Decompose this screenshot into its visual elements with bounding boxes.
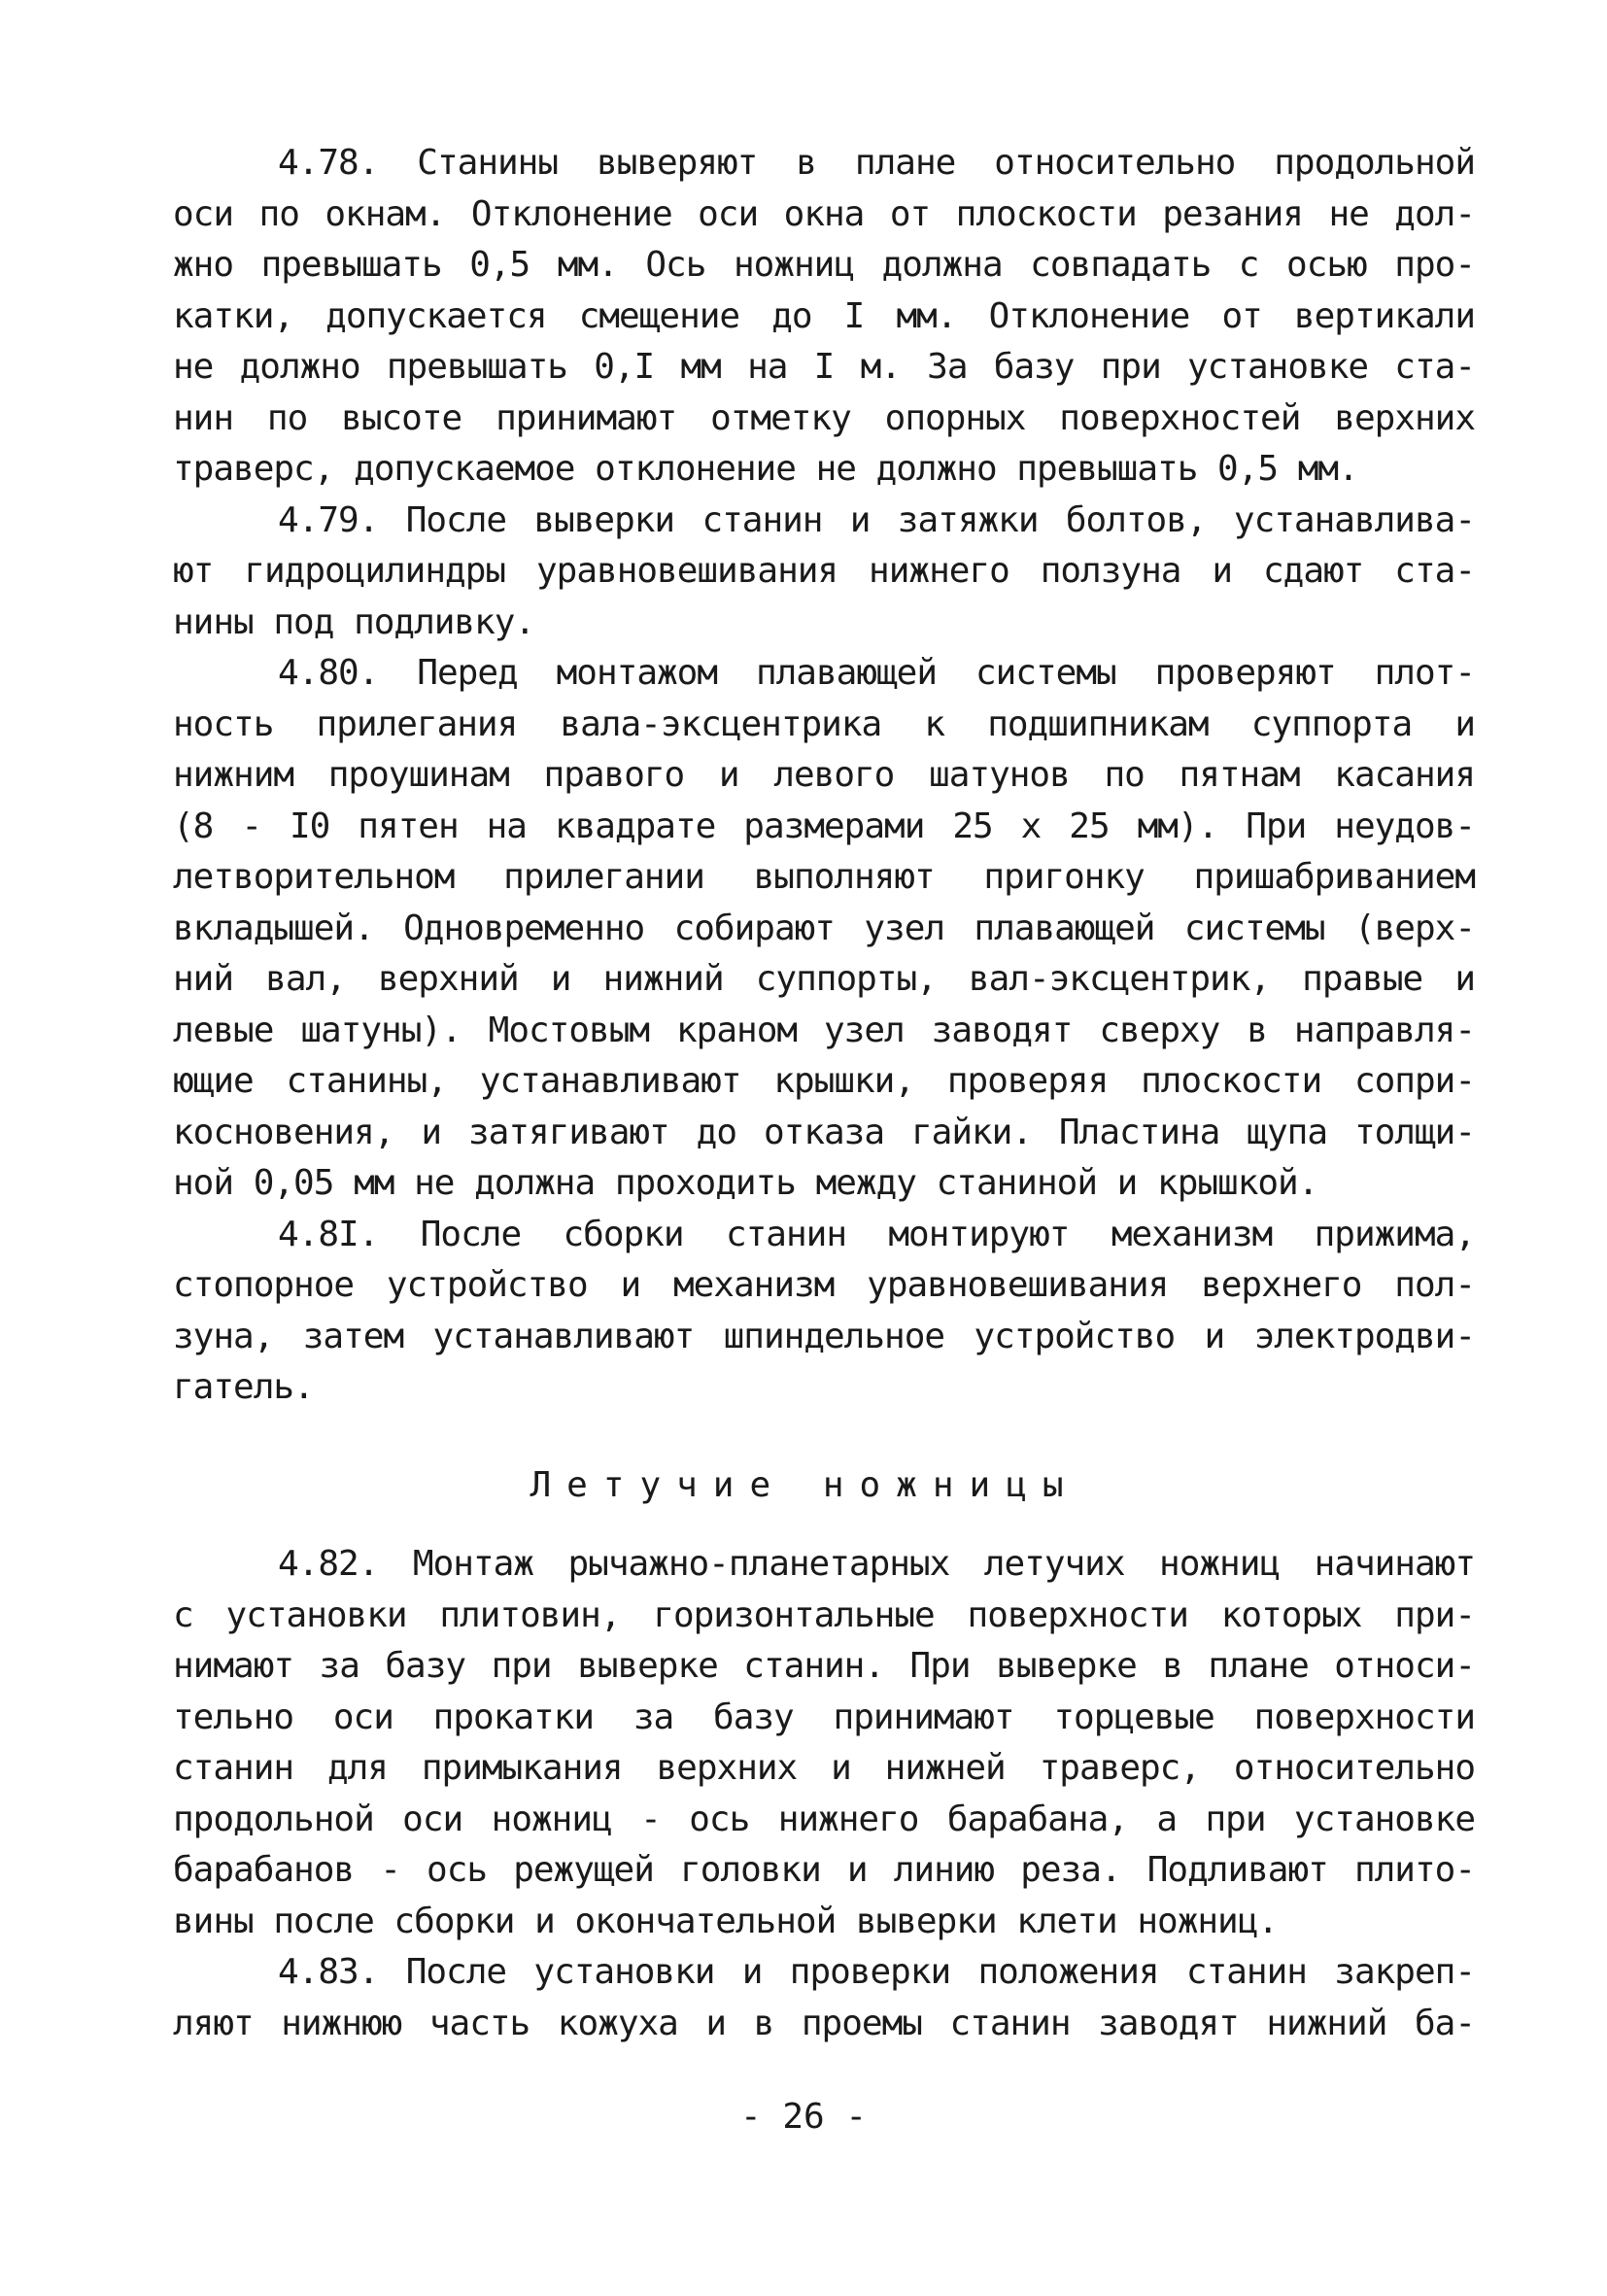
text-line: гатель. [173,1367,314,1407]
text-line: тельно оси прокатки за базу принимают торцевые поверхности [173,1696,1475,1737]
text-line: вины после сборки и окончательной выверки клети ножниц. [173,1901,1279,1941]
text-block-bottom [173,1539,1475,2049]
text-line: ной 0,05 мм не должна проходить между станиной и крышкой. [173,1163,1318,1203]
text-line: ющие станины, устанавливают крышки, проверяя плоскости сопри- [173,1061,1475,1101]
text-line: ний вал, верхний и нижний суппорты, вал-эксцентрик, правые и [173,959,1475,999]
text-line: косновения, и затягивают до отказа гайки. Пластина щупа толщи- [173,1112,1475,1152]
text-line: ют гидроцилиндры уравновешивания нижнего ползуна и сдают ста- [173,551,1475,591]
page-number: - 26 - [739,2097,868,2137]
text-line: нины под подливку. [173,601,535,642]
text-line: 4.79. После выверки станин и затяжки болтов, устанавлива- [278,499,1475,540]
text-line: 4.83. После установки и проверки положения станин закреп- [278,1952,1475,1992]
text-line: продольной оси ножниц - ось нижнего барабана, а при установке [173,1799,1475,1839]
text-line: катки, допускается смещение до I мм. Отклонение от вертикали [173,295,1475,336]
text-line: зуна, затем устанавливают шпиндельное устройство и электродви- [173,1316,1475,1356]
text-line: стопорное устройство и механизм уравновешивания верхнего пол- [173,1265,1475,1305]
text-line: оси по окнам. Отклонение оси окна от плоскости резания не дол- [173,193,1475,234]
text-line: 4.82. Монтаж рычажно-планетарных летучих ножниц начинают [278,1544,1475,1584]
section-heading: Летучие ножницы [530,1465,1079,1505]
text-line: жно превышать 0,5 мм. Ось ножниц должна совпадать с осью про- [173,245,1475,285]
text-line: не должно превышать 0,I мм на I м. За базу при установке ста- [173,347,1475,387]
text-line: 4.78. Станины выверяют в плане относительно продольной [278,143,1475,183]
text-line: 4.80. Перед монтажом плавающей системы проверяют плот- [278,653,1475,693]
text-line: траверс, допускаемое отклонение не должно превышать 0,5 мм. [173,449,1358,489]
text-line: нин по высоте принимают отметку опорных поверхностей верхних [173,397,1475,438]
text-line: с установки плитовин, горизонтальные поверхности которых при- [173,1594,1475,1635]
text-line: левые шатуны). Мостовым краном узел заводят сверху в направля- [173,1010,1475,1050]
text-line: нижним проушинам правого и левого шатунов по пятнам касания [173,755,1475,795]
text-line: 4.8I. После сборки станин монтируют механизм прижима, [278,1214,1475,1254]
text-line: барабанов - ось режущей головки и линию реза. Подливают плито- [173,1850,1475,1890]
text-line: летворительном прилегании выполняют пригонку пришабриванием [173,857,1475,897]
text-line: нимают за базу при выверке станин. При выверке в плане относи- [173,1646,1475,1686]
text-line: ляют нижнюю часть кожуха и в проемы станин заводят нижний ба- [173,2003,1475,2043]
text-line: станин для примыкания верхних и нижней траверс, относительно [173,1748,1475,1788]
text-line: (8 - I0 пятен на квадрате размерами 25 x 25 мм). При неудов- [173,805,1475,846]
text-line: вкладышей. Одновременно собирают узел плавающей системы (верх- [173,908,1475,948]
text-line: ность прилегания вала-эксцентрика к подшипникам суппорта и [173,703,1475,744]
text-block-top [173,138,1475,1414]
